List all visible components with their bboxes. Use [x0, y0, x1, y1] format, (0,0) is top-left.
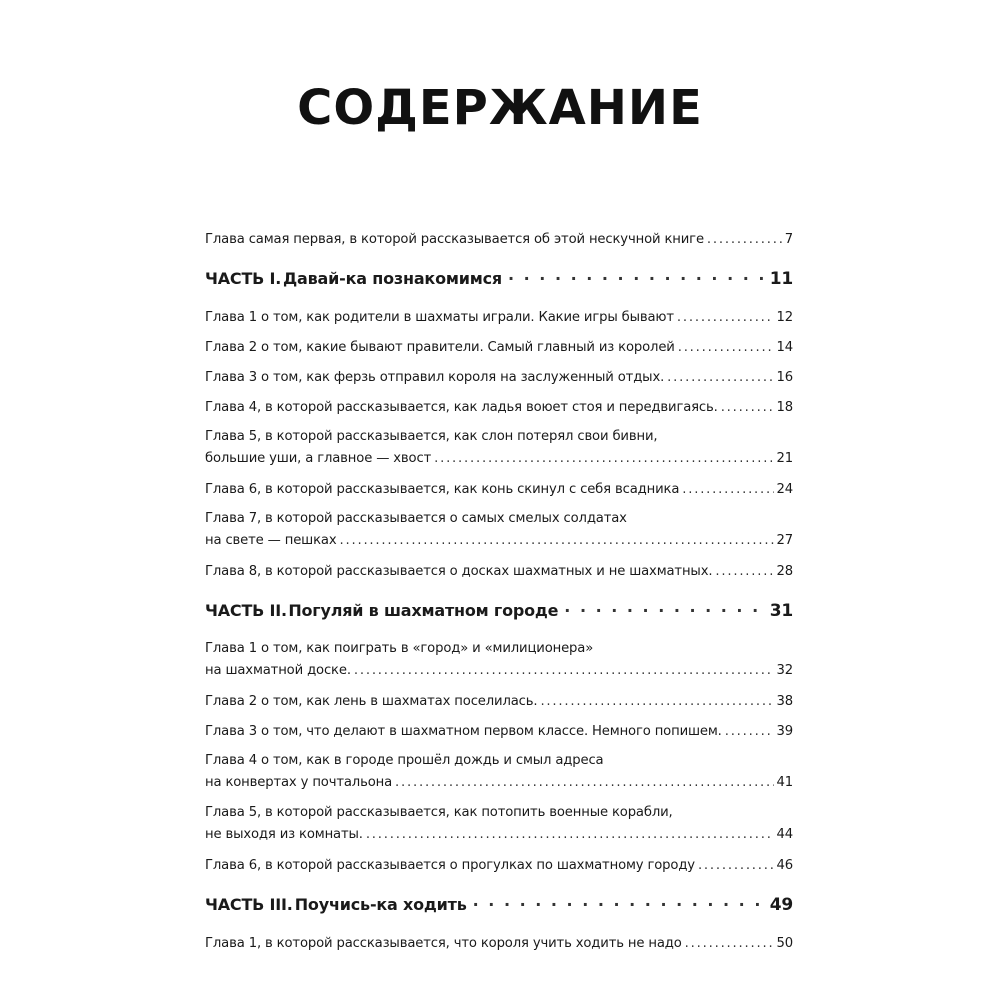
toc-entry-text: не выходя из комнаты.	[205, 827, 363, 842]
toc-chapter-entry	[205, 687, 793, 717]
dot-leader	[434, 448, 773, 470]
dot-leader	[395, 772, 773, 794]
toc-parts	[205, 255, 793, 959]
toc-page-number: 12	[776, 310, 793, 325]
toc-chapter-entry	[205, 333, 793, 363]
toc-page-number: 27	[776, 533, 793, 548]
toc-entry-text: Глава 1 о том, как родители в шахматы играли. Какие игры бывают	[205, 310, 674, 325]
toc-entry-text: на свете — пешках	[205, 533, 337, 548]
toc-page-number: 14	[776, 340, 793, 355]
dot-leader	[564, 601, 763, 620]
toc-chapter-entry	[205, 475, 793, 505]
dot-leader	[685, 933, 774, 955]
toc-entry-text: Глава 6, в которой рассказывается о прогулках по шахматному городу	[205, 858, 695, 873]
toc-entry-text: Глава 1, в которой рассказывается, что короля учить ходить не надо	[205, 936, 682, 951]
dot-leader	[698, 855, 774, 877]
toc-chapter-entry	[205, 303, 793, 333]
part-label: ЧАСТЬ I.	[205, 269, 282, 288]
toc-chapter-entry	[205, 799, 793, 851]
toc-entry-text: Глава 2 о том, какие бывают правители. Самый главный из королей	[205, 340, 675, 355]
toc-page-number: 41	[776, 775, 793, 790]
toc-entry-text: Глава 5, в которой рассказывается, как потопить военные корабли,	[205, 805, 673, 820]
dot-leader	[682, 479, 773, 501]
toc-chapter-entry	[205, 423, 793, 475]
toc-entry-text: Глава 3 о том, что делают в шахматном первом классе. Немного попишем.	[205, 724, 722, 739]
toc-entry-text: Глава 2 о том, как лень в шахматах поселилась.	[205, 694, 538, 709]
dot-leader	[721, 397, 774, 419]
toc-page-number: 28	[776, 564, 793, 579]
table-of-contents	[205, 225, 793, 959]
dot-leader	[340, 530, 774, 552]
part-name: Давай-ка познакомимся	[282, 269, 502, 288]
toc-page-number: 21	[776, 451, 793, 466]
toc-chapter-entry	[205, 393, 793, 423]
dot-leader	[715, 561, 773, 583]
toc-entry-text: Глава 1 о том, как поиграть в «город» и «милиционера»	[205, 641, 594, 656]
toc-chapter-entry	[205, 851, 793, 881]
dot-leader	[366, 824, 774, 846]
toc-chapter-entry	[205, 363, 793, 393]
toc-entry-text: Глава 4, в которой рассказывается, как ладья воюет стоя и передвигаясь.	[205, 400, 718, 415]
toc-entry-text: Глава 4 о том, как в городе прошёл дождь и смыл адреса	[205, 753, 604, 768]
dot-leader	[667, 367, 773, 389]
toc-chapter-entry	[205, 635, 793, 687]
toc-chapter-entry	[205, 717, 793, 747]
toc-part-heading	[205, 255, 793, 303]
dot-leader	[725, 721, 774, 743]
toc-chapter-entry	[205, 747, 793, 799]
toc-entry-text: большие уши, а главное — хвост	[205, 451, 432, 466]
toc-page-number: 32	[776, 663, 793, 678]
dot-leader	[508, 269, 764, 288]
toc-entry-text: Глава 7, в которой рассказывается о самых смелых солдатах	[205, 511, 627, 526]
toc-page-number: 7	[784, 232, 793, 247]
part-name: Поучись-ка ходить	[294, 895, 467, 914]
toc-entry-text: на шахматной доске.	[205, 663, 351, 678]
part-label: ЧАСТЬ III.	[205, 895, 293, 914]
toc-page-number: 24	[776, 482, 793, 497]
toc-entry-text: Глава 5, в которой рассказывается, как слон потерял свои бивни,	[205, 429, 658, 444]
toc-page-number: 46	[776, 858, 793, 873]
toc-chapter-entry	[205, 505, 793, 557]
toc-page-number: 31	[769, 601, 793, 621]
toc-part-heading	[205, 881, 793, 929]
page-title: СОДЕРЖАНИЕ	[297, 80, 703, 136]
toc-entry-text: Глава 6, в которой рассказывается, как конь скинул с себя всадника	[205, 482, 680, 497]
dot-leader	[707, 229, 782, 251]
dot-leader	[678, 337, 774, 359]
part-label: ЧАСТЬ II.	[205, 601, 287, 620]
toc-chapter-entry	[205, 557, 793, 587]
toc-chapter-entry	[205, 929, 793, 959]
toc-page-number: 16	[776, 370, 793, 385]
toc-entry-text: на конвертах у почтальона	[205, 775, 393, 790]
dot-leader	[354, 660, 774, 682]
toc-page-number: 11	[769, 269, 793, 289]
dot-leader	[473, 895, 764, 914]
toc-page-number: 18	[776, 400, 793, 415]
part-name: Погуляй в шахматном городе	[288, 601, 559, 620]
toc-page-number: 44	[776, 827, 793, 842]
dot-leader	[677, 307, 774, 329]
toc-page-number: 49	[769, 895, 793, 915]
toc-page-number: 39	[776, 724, 793, 739]
toc-entry-text: Глава 3 о том, как ферзь отправил короля на заслуженный отдых.	[205, 370, 665, 385]
toc-entry-text: Глава 8, в которой рассказывается о досках шахматных и не шахматных.	[205, 564, 713, 579]
toc-entry-text: Глава самая первая, в которой рассказывается об этой нескучной книге	[205, 232, 704, 247]
dot-leader	[540, 691, 773, 713]
toc-intro-entry	[205, 225, 793, 255]
toc-page-number: 38	[776, 694, 793, 709]
toc-page-number: 50	[776, 936, 793, 951]
toc-part-heading	[205, 587, 793, 635]
